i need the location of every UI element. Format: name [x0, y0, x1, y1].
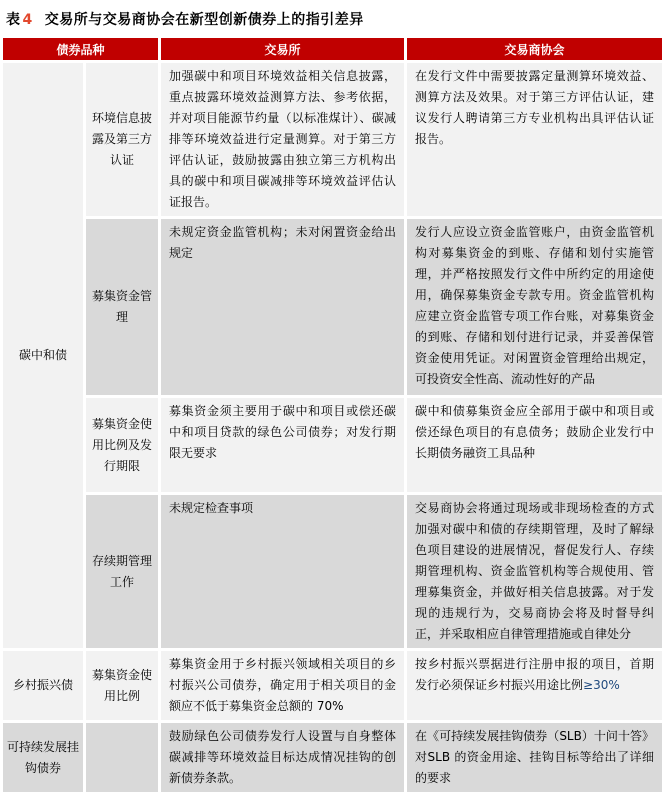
sub-item-cell: 环境信息披露及第三方认证 [86, 63, 158, 216]
exchange-cell: 鼓励绿色公司债券发行人设置与自身整体碳减排等环境效益目标达成情况挂钩的创新债券条款。 [161, 723, 404, 792]
comparison-table [0, 35, 665, 795]
table-title [0, 0, 665, 33]
sub-item-cell: 募集资金使用比例 [86, 651, 158, 720]
table-title-text: 交易所与交易商协会在新型创新债券上的指引差异 [44, 12, 364, 28]
exchange-cell: 未规定检查事项 [161, 495, 404, 648]
sub-item-cell: 募集资金使用比例及发行期限 [86, 398, 158, 492]
bond-type-cell: 乡村振兴债 [3, 651, 83, 720]
table-header-row [3, 38, 662, 60]
table-row [3, 723, 662, 792]
exchange-cell: 加强碳中和项目环境效益相关信息披露，重点披露环境效益测算方法、参考依据，并对项目能源节约量（以标准煤计）、碳减排等环境效益进行定量测算。对于第三方评估认证，鼓励披露由独立第三方机构出具的碳中和项目碳减排等环境效益评估认证报告。 [161, 63, 404, 216]
table-row [3, 398, 662, 492]
bond-type-cell: 碳中和债 [3, 63, 83, 648]
sub-item-cell: 存续期管理工作 [86, 495, 158, 648]
nafmii-cell: 发行人应设立资金监管账户，由资金监管机构对募集资金的到账、存储和划付实施管理，并严格按照发行文件中所约定的用途使用，确保募集资金专款专用。资金监管机构应建立资金监管专项工作台账，对募集资金的到账、存储和划付进行记录，并妥善保管资金使用凭证。对闲置资金管理给出规定，可投资安全性高、流动性好的产品 [407, 219, 662, 395]
nafmii-cell: 在发行文件中需要披露定量测算环境效益、测算方法及效果。对于第三方评估认证，建议发行人聘请第三方专业机构出具评估认证报告。 [407, 63, 662, 216]
table-row [3, 651, 662, 720]
exchange-cell: 募集资金须主要用于碳中和项目或偿还碳中和项目贷款的绿色公司债券；对发行期限无要求 [161, 398, 404, 492]
nafmii-cell [407, 651, 662, 720]
exchange-cell: 募集资金用于乡村振兴领域相关项目的乡村振兴公司债券，确定用于相关项目的金额应不低于募集资金总额的 70% [161, 651, 404, 720]
exchange-cell: 未规定资金监管机构；未对闲置资金给出规定 [161, 219, 404, 395]
table-row [3, 495, 662, 648]
sub-item-cell: 募集资金管理 [86, 219, 158, 395]
sub-item-cell [86, 723, 158, 792]
header-nafmii: 交易商协会 [407, 38, 662, 60]
nafmii-cell: 交易商协会将通过现场或非现场检查的方式加强对碳中和债的存续期管理，及时了解绿色项目建设的进展情况，督促发行人、存续期管理机构、资金监管机构等合规使用、管理募集资金，并做好相关信息披露。对于发现的违规行为，交易商协会将及时督导纠正，并采取相应自律管理措施或自律处分 [407, 495, 662, 648]
table-row [3, 219, 662, 395]
header-exchange: 交易所 [161, 38, 404, 60]
nafmii-cell: 在《可持续发展挂钩债券（SLB）十问十答》对SLB 的资金用途、挂钩目标等给出了详细的要求 [407, 723, 662, 792]
header-bond-type: 债券品种 [3, 38, 158, 60]
nafmii-cell: 碳中和债募集资金应全部用于碳中和项目或偿还绿色项目的有息债务；鼓励企业发行中长期债务融资工具品种 [407, 398, 662, 492]
table-title-number: 4 [22, 12, 33, 28]
table-row [3, 63, 662, 216]
nafmii-text: 按乡村振兴票据进行注册申报的项目，首期发行必须保证乡村振兴用途比例 [415, 657, 655, 692]
bond-type-cell: 可持续发展挂钩债券 [3, 723, 83, 792]
nafmii-percentage-value: ≥30% [583, 678, 620, 692]
table-title-label: 表 [6, 12, 21, 28]
